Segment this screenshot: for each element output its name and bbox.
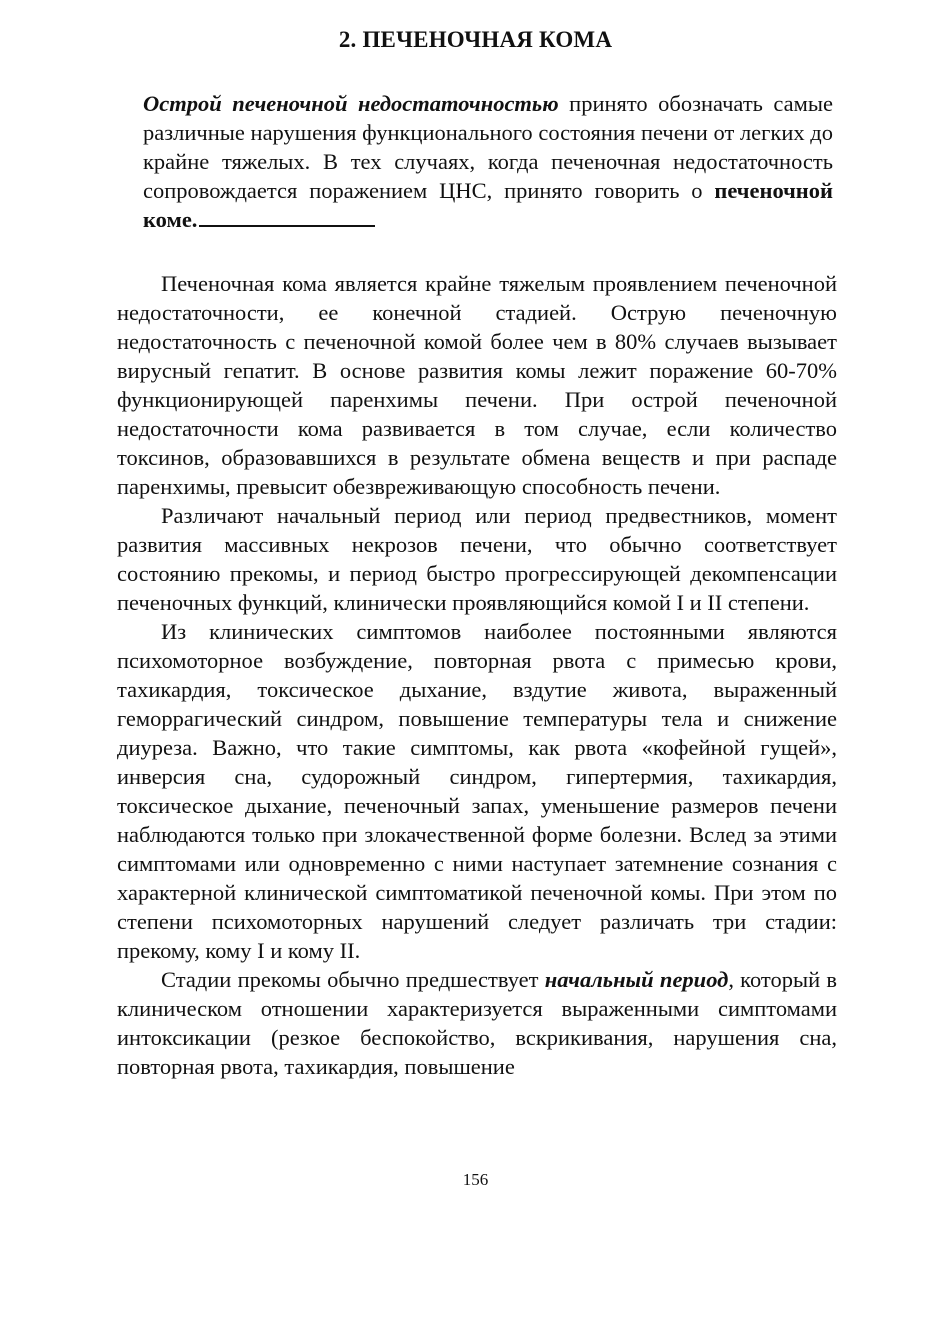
page-number: 156 bbox=[462, 1170, 489, 1189]
underline-rule bbox=[199, 207, 375, 227]
body-text bbox=[117, 269, 837, 1081]
paragraph-3: Из клинических симптомов наиболее постоянными являются психомоторное возбуждение, повторная рвота с примесью крови, тахикардия, токсическое дыхание, вздутие живота, выраженный геморрагический синдром, повышение температуры тела и снижение диуреза. Важно, что такие симптомы, как рвота «кофейной гущей», инверсия сна, судорожный синдром, гипертермия, тахикардия, токсическое дыхание, печеночный запах, уменьшение размеров печени наблюдаются только при злокачественной форме болезни. Вслед за этими симптомами или одновременно с ними наступает затемнение сознания с характерной клинической симптоматикой печеночной комы. При этом по степени психомоторных нарушений следует различать три стадии: прекому, кому I и кому II. bbox=[117, 619, 837, 963]
section-title: 2. ПЕЧЕНОЧНАЯ КОМА bbox=[338, 27, 613, 52]
intro-term: Острой печеночной недостаточностью bbox=[143, 91, 559, 116]
paragraph-2: Различают начальный период или период предвестников, момент развития массивных некрозов печени, что обычно соответствует состоянию прекомы, и период быстро прогрессирующей декомпенсации печеночных функций, клинически проявляющийся комой I и II степени. bbox=[117, 503, 837, 615]
paragraph-4-term: начальный период bbox=[544, 967, 729, 992]
paragraph-4-rest: , который в клиническом отношении характеризуется выраженными симптомами интоксикации (резкое беспокойство, вскрикивания, нарушения сна, повторная рвота, тахикардия, повышение bbox=[117, 967, 837, 1079]
paragraph-4-start: Стадии прекомы обычно предшествует bbox=[161, 967, 545, 992]
intro-term-coma: печеночной коме. bbox=[143, 178, 833, 232]
intro-paragraph bbox=[143, 89, 833, 234]
intro-text: принято обозначать самые различные нарушения функционального состояния печени от легких до крайне тяжелых. В тех случаях, когда печеночная недостаточность сопровождается поражением ЦНС, принято говорить о bbox=[143, 91, 834, 203]
paragraph-4 bbox=[117, 965, 837, 1081]
paragraph-1: Печеночная кома является крайне тяжелым проявлением печеночной недостаточности, ее конечной стадией. Острую печеночную недостаточность с печеночной комой более чем в 80% случаев вызывает вирусный гепатит. В основе развития комы лежит поражение 60-70% функционирующей паренхимы печени. При острой печеночной недостаточности кома развивается в том случае, если количество токсинов, образовавшихся в результате обмена веществ и при распаде паренхимы, превысит обезвреживающую способность печени. bbox=[117, 271, 837, 499]
